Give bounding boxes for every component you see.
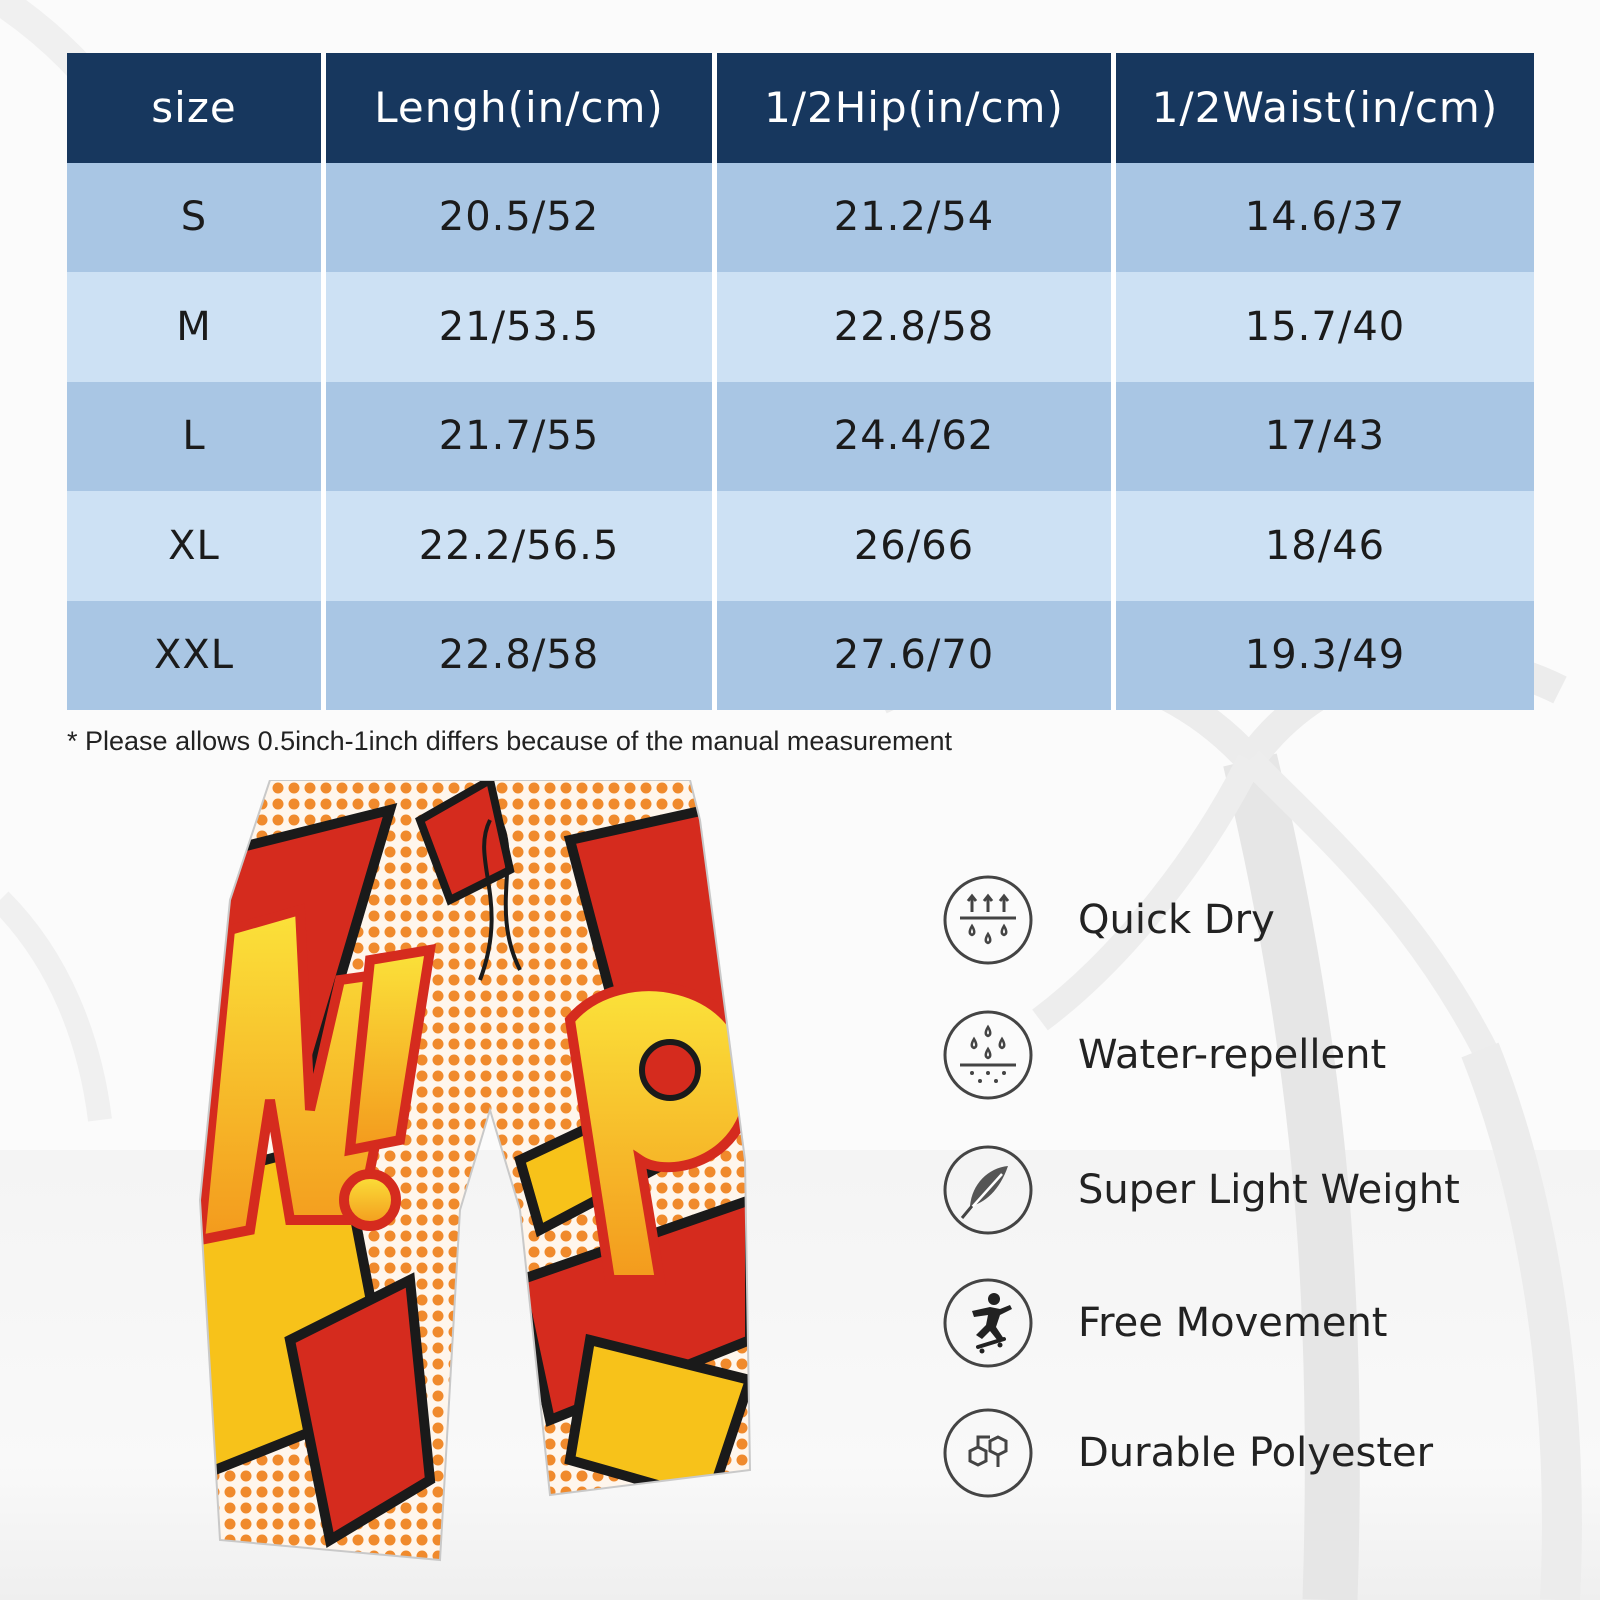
- cell-waist: 19.3/49: [1116, 601, 1534, 711]
- cell-size: XXL: [67, 601, 326, 711]
- cell-hip: 27.6/70: [717, 601, 1116, 711]
- cell-length: 21.7/55: [326, 382, 717, 492]
- quick-dry-icon: [942, 874, 1034, 966]
- cell-length: 21/53.5: [326, 272, 717, 382]
- cell-size: S: [67, 163, 326, 273]
- cell-waist: 15.7/40: [1116, 272, 1534, 382]
- header-length: Lengh(in/cm): [326, 53, 717, 163]
- header-half-waist: 1/2Waist(in/cm): [1116, 53, 1534, 163]
- board-shorts-image: [190, 780, 770, 1580]
- cell-hip: 24.4/62: [717, 382, 1116, 492]
- cell-hip: 21.2/54: [717, 163, 1116, 273]
- cell-waist: 14.6/37: [1116, 163, 1534, 273]
- feature-item-water-repellent: [942, 1005, 1542, 1105]
- cell-length: 22.2/56.5: [326, 491, 717, 601]
- feature-label: Quick Dry: [1078, 897, 1275, 943]
- header-half-hip: 1/2Hip(in/cm): [717, 53, 1116, 163]
- cell-hip: 26/66: [717, 491, 1116, 601]
- feature-label: Durable Polyester: [1078, 1430, 1434, 1476]
- feature-item-durable-polyester: [942, 1403, 1542, 1503]
- cell-length: 20.5/52: [326, 163, 717, 273]
- feature-label: Water-repellent: [1078, 1032, 1387, 1078]
- cell-size: L: [67, 382, 326, 492]
- feature-label: Free Movement: [1078, 1300, 1388, 1346]
- water-repellent-icon: [942, 1009, 1034, 1101]
- header-size: size: [67, 53, 326, 163]
- measurement-note: * Please allows 0.5inch-1inch differs because of the manual measurement: [67, 726, 953, 756]
- feature-item-super-light-weight: [942, 1140, 1542, 1240]
- feature-label: Super Light Weight: [1078, 1167, 1460, 1213]
- molecule-icon: [942, 1407, 1034, 1499]
- feature-item-free-movement: [942, 1273, 1542, 1373]
- cell-waist: 17/43: [1116, 382, 1534, 492]
- feature-item-quick-dry: [942, 870, 1542, 970]
- size-chart-table: [67, 53, 1534, 710]
- skateboarder-icon: [942, 1277, 1034, 1369]
- cell-waist: 18/46: [1116, 491, 1534, 601]
- cell-length: 22.8/58: [326, 601, 717, 711]
- cell-size: XL: [67, 491, 326, 601]
- cell-size: M: [67, 272, 326, 382]
- cell-hip: 22.8/58: [717, 272, 1116, 382]
- feather-icon: [942, 1144, 1034, 1236]
